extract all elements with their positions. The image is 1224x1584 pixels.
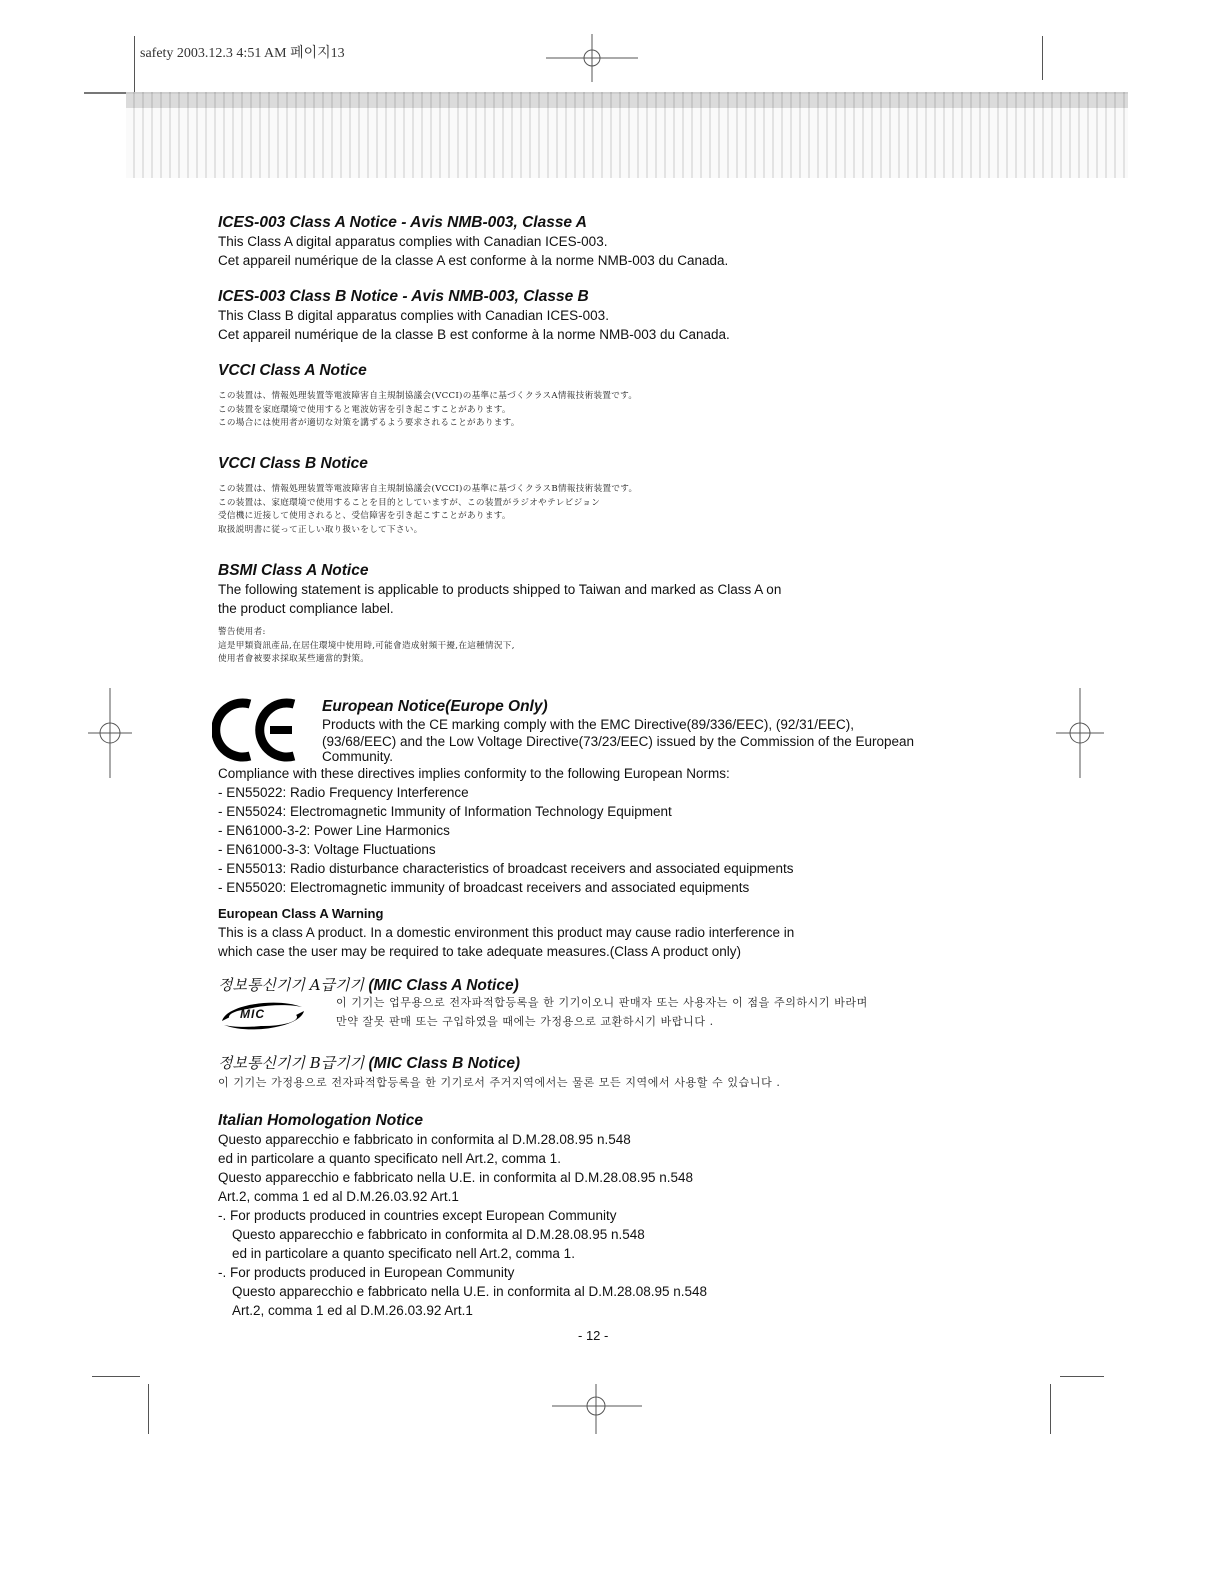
section-title: European Notice(Europe Only) xyxy=(322,698,548,715)
text-line: Compliance with these directives implies conformity to the following European Norms: xyxy=(218,766,730,781)
japanese-line: この装置は、情報処理装置等電波障害自主規制協議会(VCCI)の基準に基づくクラスB情報技術装置です。 xyxy=(218,484,638,494)
text-line: the product compliance label. xyxy=(218,601,394,616)
section-title: ICES-003 Class A Notice - Avis NMB-003, Classe A xyxy=(218,214,587,231)
chinese-line: 警告使用者: xyxy=(218,627,266,637)
section-title: VCCI Class A Notice xyxy=(218,362,367,379)
text-line: This Class B digital apparatus complies with Canadian ICES-003. xyxy=(218,308,609,323)
crop-mark xyxy=(1042,36,1043,80)
section-title: ICES-003 Class B Notice - Avis NMB-003, Classe B xyxy=(218,288,589,305)
section-mic-a xyxy=(218,976,998,1041)
section-bsmi-a xyxy=(218,562,781,667)
mic-logo-text: MIC xyxy=(240,1007,265,1021)
crop-mark xyxy=(1060,1376,1104,1377)
text-line: This Class A digital apparatus complies with Canadian ICES-003. xyxy=(218,234,608,249)
section-title xyxy=(218,1054,998,1073)
title-korean: 정보통신기기 B급기기 xyxy=(218,1054,365,1072)
korean-line: 이 기기는 업무용으로 전자파적합등록을 한 기기이오니 판매자 또는 사용자는 이 점을 주의하시기 바라며 xyxy=(336,996,868,1009)
section-ices-a xyxy=(218,214,728,270)
section-mic-b xyxy=(218,1054,998,1092)
crop-mark xyxy=(134,36,135,94)
text-line: Questo apparecchio e fabbricato in conformita al D.M.28.08.95 n.548 xyxy=(218,1132,631,1147)
japanese-line: この装置は、情報処理装置等電波障害自主規制協議会(VCCI)の基準に基づくクラスA情報技術装置です。 xyxy=(218,391,638,401)
crop-mark xyxy=(1050,1384,1051,1434)
section-title: VCCI Class B Notice xyxy=(218,455,368,472)
text-line: Questo apparecchio e fabbricato nella U.E. in conformita al D.M.28.08.95 n.548 xyxy=(232,1284,708,1299)
norm-item: - EN61000-3-2: Power Line Harmonics xyxy=(218,823,450,838)
text-line: -. For products produced in European Community xyxy=(218,1265,515,1280)
norm-item: - EN55013: Radio disturbance characteristics of broadcast receivers and associated equipments xyxy=(218,861,794,876)
japanese-line: 取扱説明書に従って正しい取り扱いをして下さい。 xyxy=(218,524,423,535)
chinese-line: 這是甲類資訊產品,在居住環境中使用時,可能會造成射頻干擾,在這種情況下, xyxy=(218,640,515,651)
title-english: (MIC Class B Notice) xyxy=(368,1055,521,1072)
chinese-line: 使用者會被要求採取某些適當的對策。 xyxy=(218,654,370,664)
title-korean: 정보통신기기 A급기기 xyxy=(218,976,365,994)
header-slug: safety 2003.12.3 4:51 AM 페이지13 xyxy=(140,46,345,61)
text-line: -. For products produced in countries except European Community xyxy=(218,1208,617,1223)
text-line: ed in particolare a quanto specificato nell Art.2, comma 1. xyxy=(218,1151,561,1166)
warning-title: European Class A Warning xyxy=(218,906,384,921)
text-line: Community. xyxy=(322,749,394,764)
text-line: Art.2, comma 1 ed al D.M.26.03.92 Art.1 xyxy=(218,1189,459,1204)
japanese-line: この装置は、家庭環境で使用することを目的としていますが、この装置がラジオやテレビジョン xyxy=(218,497,601,508)
section-vcci-b xyxy=(218,455,637,537)
section-european xyxy=(218,698,998,961)
text-line: The following statement is applicable to products shipped to Taiwan and marked as Class A on xyxy=(218,582,782,597)
norm-item: - EN61000-3-3: Voltage Fluctuations xyxy=(218,842,436,857)
text-line: This is a class A product. In a domestic environment this product may cause radio interference in xyxy=(218,925,795,940)
japanese-line: この場合には使用者が適切な対策を講ずるよう要求されることがあります。 xyxy=(218,418,520,428)
norm-item: - EN55022: Radio Frequency Interference xyxy=(218,785,469,800)
text-line: Questo apparecchio e fabbricato nella U.E. in conformita al D.M.28.08.95 n.548 xyxy=(218,1170,694,1185)
registration-mark-left xyxy=(88,688,132,778)
section-vcci-a xyxy=(218,362,637,431)
registration-mark xyxy=(546,34,638,82)
crop-mark xyxy=(92,1376,140,1377)
page-number: - 12 - xyxy=(578,1328,609,1343)
japanese-line: 受信機に近接して使用されると、受信障害を引き起こすことがあります。 xyxy=(218,511,511,521)
text-line: Products with the CE marking comply with the EMC Directive(89/336/EEC), (92/31/EEC), xyxy=(322,717,854,732)
crop-mark xyxy=(148,1384,149,1434)
text-line: Cet appareil numérique de la classe B est conforme à la norme NMB-003 du Canada. xyxy=(218,327,730,342)
mic-logo xyxy=(216,999,310,1031)
text-line: Cet appareil numérique de la classe A est conforme à la norme NMB-003 du Canada. xyxy=(218,253,729,268)
text-line: Art.2, comma 1 ed al D.M.26.03.92 Art.1 xyxy=(232,1303,473,1318)
text-line: ed in particolare a quanto specificato nell Art.2, comma 1. xyxy=(232,1246,575,1261)
registration-mark-bottom xyxy=(552,1384,642,1434)
norm-item: - EN55020: Electromagnetic immunity of broadcast receivers and associated equipments xyxy=(218,880,750,895)
norm-item: - EN55024: Electromagnetic Immunity of Information Technology Equipment xyxy=(218,804,672,819)
korean-line: 이 기기는 가정용으로 전자파적합등록을 한 기기로서 주거지역에서는 물론 모든 지역에서 사용할 수 있습니다 . xyxy=(218,1076,781,1089)
text-line: which case the user may be required to take adequate measures.(Class A product only) xyxy=(218,944,742,959)
section-title: BSMI Class A Notice xyxy=(218,562,369,579)
title-english: (MIC Class A Notice) xyxy=(368,977,519,994)
japanese-line: この装置を家庭環境で使用すると電波妨害を引き起こすことがあります。 xyxy=(218,404,511,415)
text-line: Questo apparecchio e fabbricato in conformita al D.M.28.08.95 n.548 xyxy=(232,1227,645,1242)
text-line: (93/68/EEC) and the Low Voltage Directive(73/23/EEC) issued by the Commission of the European xyxy=(322,734,915,749)
section-ices-b xyxy=(218,288,730,344)
header-band xyxy=(126,92,1128,178)
section-italian xyxy=(218,1112,707,1320)
ce-mark-logo xyxy=(212,698,300,762)
registration-mark-right xyxy=(1056,688,1104,778)
section-title: Italian Homologation Notice xyxy=(218,1112,423,1129)
korean-line: 만약 잘못 판매 또는 구입하였을 때에는 가정용으로 교환하시기 바랍니다 . xyxy=(336,1015,714,1028)
